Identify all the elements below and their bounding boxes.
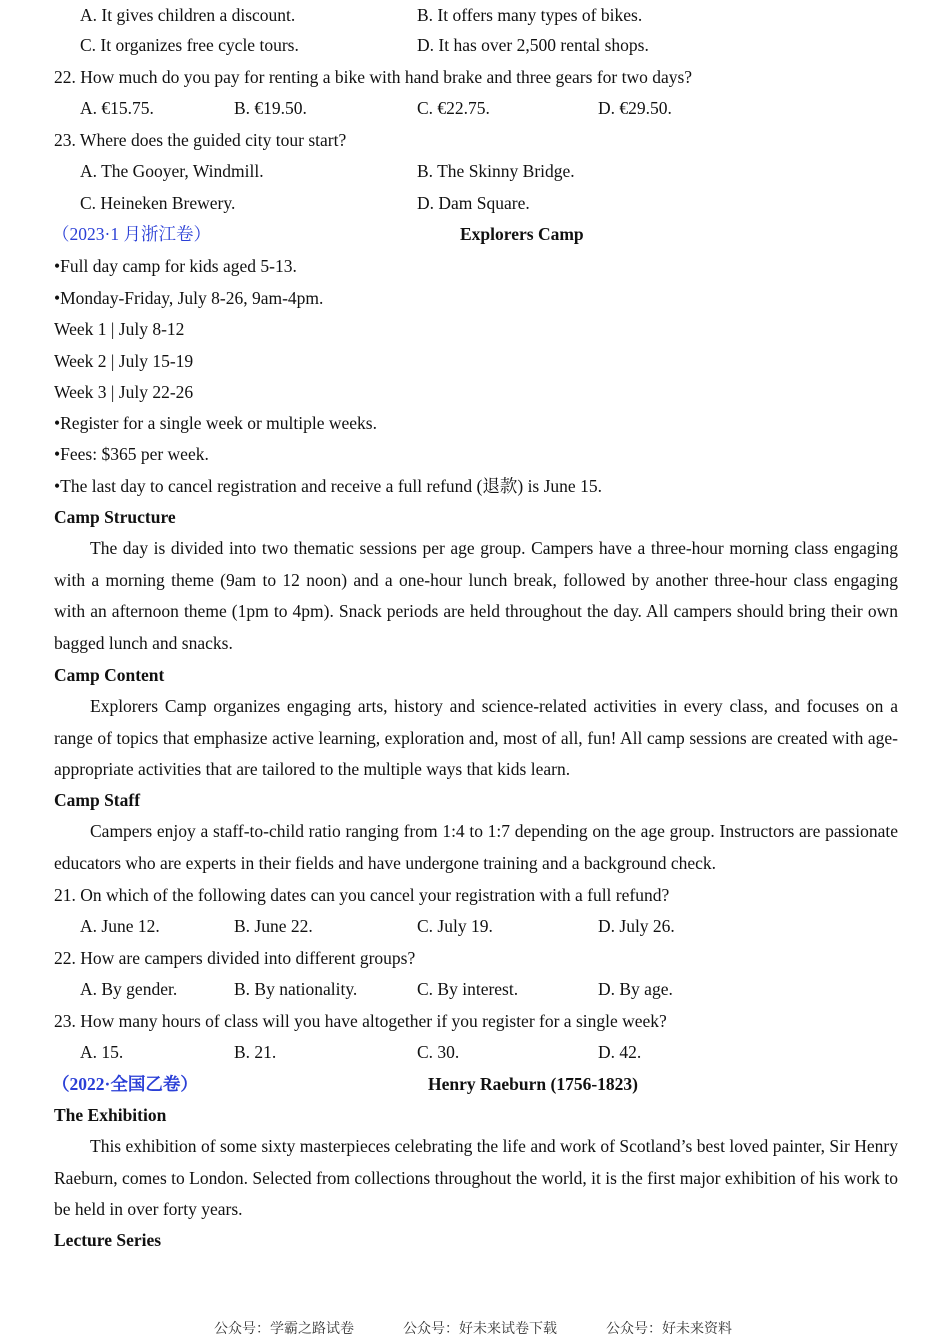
option-b: B. By nationality. [234,979,358,999]
camp-week: Week 1 | July 8-12 [54,319,185,339]
section-heading: Camp Staff [54,790,141,810]
footer-wechat-1: 公众号：学霸之路试卷 [214,1321,354,1337]
option-c: C. By interest. [417,979,519,999]
question-stem: 23. Where does the guided city tour start? [54,130,347,150]
option-d: D. By age. [598,979,673,999]
q22-option-b: B. €19.50. [234,98,307,118]
q22-option-a: A. €15.75. [80,98,154,118]
camp-week: Week 2 | July 15-19 [54,351,194,371]
option-d: D. July 26. [598,916,675,936]
footer-wechat-2: 公众号：好未来试卷下载 [403,1321,557,1337]
section-heading: Camp Content [54,665,165,685]
question-stem: 21. On which of the following dates can you cancel your registration with a full refund? [54,885,670,905]
q22-option-c: C. €22.75. [417,98,490,118]
section-heading: The Exhibition [54,1105,167,1125]
question-stem: 22. How are campers divided into different groups? [54,948,416,968]
camp-content-paragraph: Explorers Camp organizes engaging arts, history and science-related activities in every class, and focuses on a range of topics that emphasize active learning, exploration and, most of all, fun! All camp sessions are created with age-appropriate activities that are tailored to the multiple ways that kids learn. [54,696,898,780]
q21-option-a: A. It gives children a discount. [80,5,296,25]
question-stem: 22. How much do you pay for renting a bike with hand brake and three gears for two days? [54,67,693,87]
option-b: B. June 22. [234,916,313,936]
q21-option-d: D. It has over 2,500 rental shops. [417,35,649,55]
q21-option-c: C. It organizes free cycle tours. [80,35,299,55]
raeburn-title: Henry Raeburn (1756-1823) [428,1074,638,1094]
camp-title: Explorers Camp [460,224,584,244]
q23-option-c: C. Heineken Brewery. [80,193,236,213]
q23-option-a: A. The Gooyer, Windmill. [80,161,264,181]
option-c: C. 30. [417,1042,460,1062]
footer-wechat-3: 公众号：好未来资料 [606,1321,732,1337]
option-d: D. 42. [598,1042,642,1062]
camp-bullet: •The last day to cancel registration and receive a full refund (退款) is June 15. [54,476,602,496]
camp-bullet: •Monday-Friday, July 8-26, 9am-4pm. [54,288,324,308]
exhibition-paragraph: This exhibition of some sixty masterpieces celebrating the life and work of Scotland’s best loved painter, Sir Henry Raeburn, comes to London. Selected from collections throughout the world, it is the first major exhibition of his work to be held in over forty years. [54,1136,898,1220]
section-heading: Camp Structure [54,507,176,527]
question-stem: 23. How many hours of class will you have altogether if you register for a single week? [54,1011,667,1031]
camp-bullet: •Fees: $365 per week. [54,444,209,464]
option-a: A. By gender. [80,979,178,999]
q22-option-d: D. €29.50. [598,98,672,118]
raeburn-source-tag: （2022·全国乙卷） [52,1074,198,1094]
q21-option-b: B. It offers many types of bikes. [417,5,643,25]
option-c: C. July 19. [417,916,493,936]
camp-structure-paragraph: The day is divided into two thematic sessions per age group. Campers have a three-hour morning class engaging with a morning theme (9am to 12 noon) and a one-hour lunch break, followed by another three-hour class engaging with an afternoon theme (1pm to 4pm). Snack periods are held throughout the day. All campers should bring their own bagged lunch and snacks. [54,538,898,653]
option-a: A. 15. [80,1042,124,1062]
q23-option-d: D. Dam Square. [417,193,530,213]
q23-option-b: B. The Skinny Bridge. [417,161,575,181]
camp-bullet: •Register for a single week or multiple weeks. [54,413,377,433]
option-a: A. June 12. [80,916,160,936]
camp-week: Week 3 | July 22-26 [54,382,194,402]
camp-source-tag: （2023·1 月浙江卷） [52,224,211,244]
camp-bullet: •Full day camp for kids aged 5-13. [54,256,297,276]
option-b: B. 21. [234,1042,277,1062]
section-heading: Lecture Series [54,1230,162,1250]
camp-staff-paragraph: Campers enjoy a staff-to-child ratio ranging from 1:4 to 1:7 depending on the age group. Instructors are passionate educators who are experts in their fields and have undergone training and a background check. [54,821,898,873]
